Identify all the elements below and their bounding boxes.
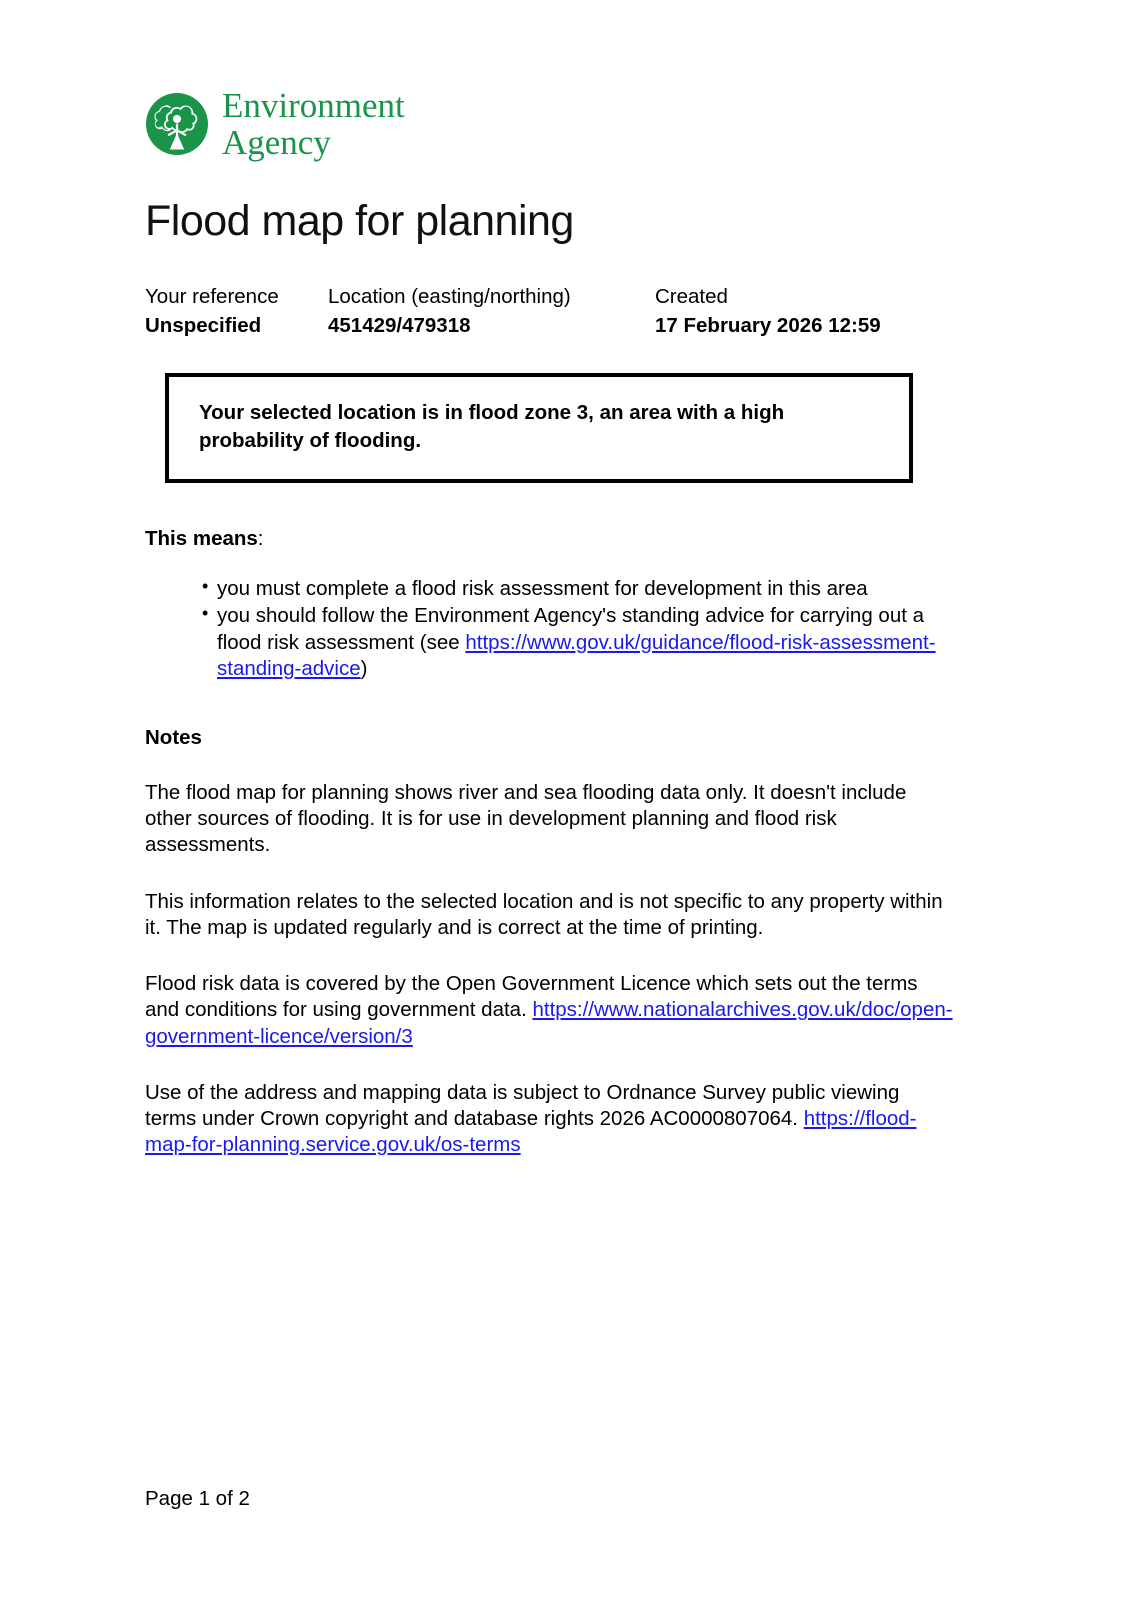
notes-paragraph-4: [145, 1080, 953, 1159]
logo-wordmark: [222, 88, 405, 160]
notes-paragraph-3: [145, 971, 953, 1050]
this-means-heading: [145, 527, 953, 551]
metadata-created: [655, 282, 953, 340]
notes-paragraph-1: The flood map for planning shows river and sea flooding data only. It doesn't include other sources of flooding. It is for use in development planning and flood risk assessments.: [145, 781, 907, 857]
standing-advice-link[interactable]: https://www.gov.uk/guidance/flood-risk-assessment-standing-advice: [217, 630, 936, 680]
reference-label: Your reference: [145, 285, 279, 309]
os-terms-text: Use of the address and mapping data is subject to Ordnance Survey public viewing terms under Crown copyright and database rights 2026 AC0000807064.: [145, 1080, 900, 1131]
this-means-list: [145, 576, 953, 682]
page-number: Page 1 of 2: [145, 1487, 250, 1510]
list-item-prefix: you should follow the Environment Agency's standing advice for carrying out a flood risk assessment (see: [217, 604, 925, 654]
notes-paragraph-2: This information relates to the selected location and is not specific to any property within it. The map is updated regularly and is correct at the time of printing.: [145, 889, 943, 939]
metadata-reference: [145, 282, 328, 340]
page-title: Flood map for planning: [145, 197, 574, 245]
ogl-text: Flood risk data is covered by the Open Government Licence which sets out the terms and conditions for using government data.: [145, 972, 918, 1022]
metadata-location: [328, 282, 655, 340]
metadata-row: [145, 282, 953, 340]
notes-heading: Notes: [145, 726, 202, 750]
flood-zone-message: Your selected location is in flood zone 3, an area with a high probability of flooding.: [199, 400, 785, 452]
list-item: [202, 576, 953, 602]
list-item: [202, 603, 953, 682]
environment-agency-logo: [145, 88, 953, 160]
page-footer: [145, 1487, 250, 1512]
logo-line-1: Environment: [222, 86, 405, 125]
list-item-text: you must complete a flood risk assessment for development in this area: [217, 577, 868, 601]
created-label: Created: [655, 285, 728, 309]
location-value: 451429/479318: [328, 314, 471, 338]
this-means-heading-colon: :: [257, 527, 264, 551]
location-label: Location (easting/northing): [328, 285, 571, 309]
this-means-heading-text: This means: [145, 527, 258, 551]
environment-agency-tree-icon: [145, 92, 209, 156]
reference-value: Unspecified: [145, 314, 262, 338]
created-value: 17 February 2026 12:59: [655, 314, 881, 338]
flood-zone-callout: [165, 373, 913, 484]
os-terms-link[interactable]: https://flood-map-for-planning.service.gov.uk/os-terms: [145, 1107, 917, 1157]
document-content: [145, 88, 953, 1159]
list-item-suffix: ): [360, 656, 368, 680]
open-government-licence-link[interactable]: https://www.nationalarchives.gov.uk/doc/open-government-licence/version/3: [145, 998, 953, 1048]
logo-line-2: Agency: [222, 123, 331, 162]
